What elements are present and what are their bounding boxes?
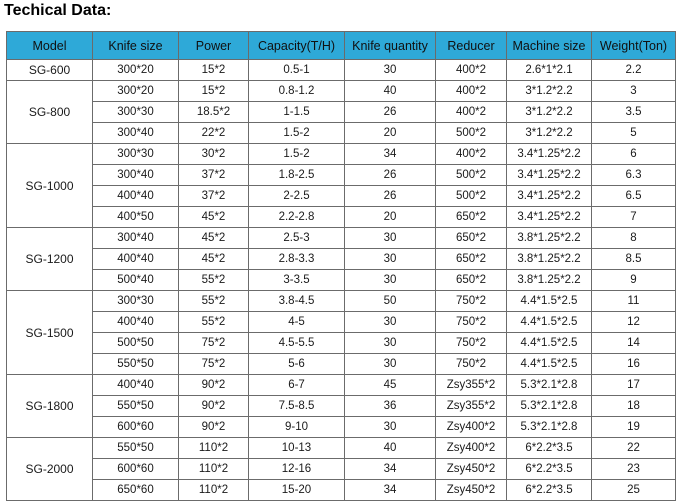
reducer-cell: 500*2 <box>436 165 507 186</box>
table-row <box>7 375 676 396</box>
machine-size-cell: 4.4*1.5*2.5 <box>507 333 592 354</box>
knife-quantity-cell: 34 <box>345 459 436 480</box>
power-cell: 30*2 <box>179 144 249 165</box>
capacity-cell: 6-7 <box>249 375 345 396</box>
capacity-cell: 5-6 <box>249 354 345 375</box>
power-cell: 45*2 <box>179 249 249 270</box>
reducer-cell: 650*2 <box>436 249 507 270</box>
knife-quantity-cell: 34 <box>345 480 436 501</box>
table-row <box>7 354 676 375</box>
power-cell: 90*2 <box>179 375 249 396</box>
capacity-cell: 9-10 <box>249 417 345 438</box>
model-cell: SG-1500 <box>7 291 93 375</box>
table-body <box>7 60 676 501</box>
reducer-cell: 650*2 <box>436 207 507 228</box>
reducer-cell: 400*2 <box>436 102 507 123</box>
capacity-cell: 12-16 <box>249 459 345 480</box>
weight-cell: 25 <box>592 480 676 501</box>
capacity-cell: 2.5-3 <box>249 228 345 249</box>
table-row <box>7 102 676 123</box>
reducer-cell: 750*2 <box>436 291 507 312</box>
knife-quantity-cell: 30 <box>345 228 436 249</box>
knife-size-cell: 400*40 <box>93 186 179 207</box>
page-title: Techical Data: <box>4 2 112 19</box>
capacity-cell: 4-5 <box>249 312 345 333</box>
knife-size-cell: 650*60 <box>93 480 179 501</box>
table-row <box>7 438 676 459</box>
knife-quantity-cell: 34 <box>345 144 436 165</box>
knife-size-cell: 300*30 <box>93 144 179 165</box>
weight-cell: 8.5 <box>592 249 676 270</box>
power-cell: 37*2 <box>179 186 249 207</box>
machine-size-cell: 3.8*1.25*2.2 <box>507 228 592 249</box>
knife-quantity-cell: 26 <box>345 186 436 207</box>
weight-cell: 6.5 <box>592 186 676 207</box>
model-cell: SG-600 <box>7 60 93 81</box>
model-cell: SG-1200 <box>7 228 93 291</box>
reducer-cell: Zsy450*2 <box>436 480 507 501</box>
weight-cell: 11 <box>592 291 676 312</box>
reducer-cell: 400*2 <box>436 81 507 102</box>
machine-size-cell: 6*2.2*3.5 <box>507 459 592 480</box>
knife-size-cell: 300*40 <box>93 123 179 144</box>
reducer-cell: 650*2 <box>436 228 507 249</box>
capacity-cell: 1.8-2.5 <box>249 165 345 186</box>
capacity-cell: 1.5-2 <box>249 123 345 144</box>
power-cell: 110*2 <box>179 438 249 459</box>
capacity-cell: 0.5-1 <box>249 60 345 81</box>
model-cell: SG-800 <box>7 81 93 144</box>
power-cell: 45*2 <box>179 228 249 249</box>
machine-size-cell: 5.3*2.1*2.8 <box>507 396 592 417</box>
table-row <box>7 228 676 249</box>
knife-size-cell: 300*40 <box>93 228 179 249</box>
knife-size-cell: 300*30 <box>93 102 179 123</box>
model-cell: SG-1800 <box>7 375 93 438</box>
knife-quantity-cell: 30 <box>345 333 436 354</box>
power-cell: 15*2 <box>179 81 249 102</box>
table-row <box>7 459 676 480</box>
table-row <box>7 333 676 354</box>
knife-quantity-cell: 40 <box>345 438 436 459</box>
power-cell: 18.5*2 <box>179 102 249 123</box>
knife-quantity-cell: 45 <box>345 375 436 396</box>
weight-cell: 12 <box>592 312 676 333</box>
knife-size-cell: 300*30 <box>93 291 179 312</box>
weight-cell: 3 <box>592 81 676 102</box>
knife-quantity-cell: 30 <box>345 354 436 375</box>
knife-quantity-cell: 30 <box>345 417 436 438</box>
knife-size-cell: 600*60 <box>93 417 179 438</box>
knife-quantity-cell: 36 <box>345 396 436 417</box>
weight-cell: 3.5 <box>592 102 676 123</box>
reducer-cell: Zsy400*2 <box>436 438 507 459</box>
power-cell: 55*2 <box>179 291 249 312</box>
machine-size-cell: 3.4*1.25*2.2 <box>507 165 592 186</box>
power-cell: 75*2 <box>179 354 249 375</box>
machine-size-cell: 6*2.2*3.5 <box>507 480 592 501</box>
capacity-cell: 2.2-2.8 <box>249 207 345 228</box>
knife-quantity-cell: 30 <box>345 270 436 291</box>
knife-size-cell: 500*40 <box>93 270 179 291</box>
table-row <box>7 123 676 144</box>
knife-size-cell: 400*40 <box>93 312 179 333</box>
power-cell: 15*2 <box>179 60 249 81</box>
table-row <box>7 186 676 207</box>
weight-cell: 5 <box>592 123 676 144</box>
capacity-cell: 15-20 <box>249 480 345 501</box>
weight-cell: 16 <box>592 354 676 375</box>
power-cell: 55*2 <box>179 270 249 291</box>
reducer-cell: 650*2 <box>436 270 507 291</box>
column-header-capacity: Capacity(T/H) <box>249 32 345 60</box>
knife-size-cell: 550*50 <box>93 396 179 417</box>
table-row <box>7 312 676 333</box>
power-cell: 22*2 <box>179 123 249 144</box>
power-cell: 55*2 <box>179 312 249 333</box>
table-row <box>7 417 676 438</box>
knife-size-cell: 300*20 <box>93 81 179 102</box>
weight-cell: 23 <box>592 459 676 480</box>
knife-size-cell: 550*50 <box>93 438 179 459</box>
machine-size-cell: 3.8*1.25*2.2 <box>507 249 592 270</box>
capacity-cell: 4.5-5.5 <box>249 333 345 354</box>
machine-size-cell: 3*1.2*2.2 <box>507 102 592 123</box>
machine-size-cell: 3*1.2*2.2 <box>507 123 592 144</box>
table-row <box>7 60 676 81</box>
reducer-cell: 500*2 <box>436 186 507 207</box>
power-cell: 90*2 <box>179 417 249 438</box>
table-row <box>7 270 676 291</box>
weight-cell: 6.3 <box>592 165 676 186</box>
weight-cell: 22 <box>592 438 676 459</box>
reducer-cell: 750*2 <box>436 333 507 354</box>
technical-data-table <box>6 31 676 501</box>
reducer-cell: Zsy355*2 <box>436 375 507 396</box>
machine-size-cell: 4.4*1.5*2.5 <box>507 354 592 375</box>
weight-cell: 7 <box>592 207 676 228</box>
table-row <box>7 165 676 186</box>
reducer-cell: 750*2 <box>436 354 507 375</box>
capacity-cell: 1.5-2 <box>249 144 345 165</box>
reducer-cell: 750*2 <box>436 312 507 333</box>
knife-quantity-cell: 26 <box>345 102 436 123</box>
knife-quantity-cell: 30 <box>345 312 436 333</box>
machine-size-cell: 5.3*2.1*2.8 <box>507 417 592 438</box>
knife-quantity-cell: 50 <box>345 291 436 312</box>
capacity-cell: 2.8-3.3 <box>249 249 345 270</box>
power-cell: 110*2 <box>179 459 249 480</box>
knife-quantity-cell: 20 <box>345 123 436 144</box>
table-row <box>7 480 676 501</box>
reducer-cell: 400*2 <box>436 144 507 165</box>
capacity-cell: 1-1.5 <box>249 102 345 123</box>
machine-size-cell: 3.4*1.25*2.2 <box>507 207 592 228</box>
column-header-reducer: Reducer <box>436 32 507 60</box>
power-cell: 37*2 <box>179 165 249 186</box>
reducer-cell: Zsy355*2 <box>436 396 507 417</box>
knife-quantity-cell: 20 <box>345 207 436 228</box>
knife-size-cell: 550*50 <box>93 354 179 375</box>
knife-quantity-cell: 26 <box>345 165 436 186</box>
column-header-knife-size: Knife size <box>93 32 179 60</box>
knife-size-cell: 500*50 <box>93 333 179 354</box>
column-header-power: Power <box>179 32 249 60</box>
capacity-cell: 0.8-1.2 <box>249 81 345 102</box>
reducer-cell: Zsy400*2 <box>436 417 507 438</box>
weight-cell: 14 <box>592 333 676 354</box>
table-row <box>7 396 676 417</box>
knife-size-cell: 300*20 <box>93 60 179 81</box>
header-row <box>7 32 676 60</box>
table-row <box>7 81 676 102</box>
machine-size-cell: 3.4*1.25*2.2 <box>507 186 592 207</box>
model-cell: SG-1000 <box>7 144 93 228</box>
weight-cell: 9 <box>592 270 676 291</box>
weight-cell: 6 <box>592 144 676 165</box>
machine-size-cell: 4.4*1.5*2.5 <box>507 312 592 333</box>
machine-size-cell: 2.6*1*2.1 <box>507 60 592 81</box>
power-cell: 45*2 <box>179 207 249 228</box>
model-cell: SG-2000 <box>7 438 93 501</box>
table-row <box>7 207 676 228</box>
capacity-cell: 10-13 <box>249 438 345 459</box>
weight-cell: 2.2 <box>592 60 676 81</box>
machine-size-cell: 3.4*1.25*2.2 <box>507 144 592 165</box>
reducer-cell: 500*2 <box>436 123 507 144</box>
capacity-cell: 3-3.5 <box>249 270 345 291</box>
knife-size-cell: 400*40 <box>93 375 179 396</box>
knife-size-cell: 400*40 <box>93 249 179 270</box>
knife-size-cell: 300*40 <box>93 165 179 186</box>
power-cell: 90*2 <box>179 396 249 417</box>
machine-size-cell: 3*1.2*2.2 <box>507 81 592 102</box>
reducer-cell: Zsy450*2 <box>436 459 507 480</box>
machine-size-cell: 6*2.2*3.5 <box>507 438 592 459</box>
table-row <box>7 144 676 165</box>
weight-cell: 18 <box>592 396 676 417</box>
column-header-knife-quantity: Knife quantity <box>345 32 436 60</box>
reducer-cell: 400*2 <box>436 60 507 81</box>
power-cell: 75*2 <box>179 333 249 354</box>
machine-size-cell: 5.3*2.1*2.8 <box>507 375 592 396</box>
knife-quantity-cell: 30 <box>345 249 436 270</box>
knife-size-cell: 600*60 <box>93 459 179 480</box>
table-row <box>7 249 676 270</box>
knife-quantity-cell: 40 <box>345 81 436 102</box>
knife-quantity-cell: 30 <box>345 60 436 81</box>
knife-size-cell: 400*50 <box>93 207 179 228</box>
capacity-cell: 3.8-4.5 <box>249 291 345 312</box>
capacity-cell: 7.5-8.5 <box>249 396 345 417</box>
weight-cell: 19 <box>592 417 676 438</box>
machine-size-cell: 3.8*1.25*2.2 <box>507 270 592 291</box>
capacity-cell: 2-2.5 <box>249 186 345 207</box>
column-header-model: Model <box>7 32 93 60</box>
column-header-machine-size: Machine size <box>507 32 592 60</box>
table-row <box>7 291 676 312</box>
column-header-weight: Weight(Ton) <box>592 32 676 60</box>
power-cell: 110*2 <box>179 480 249 501</box>
weight-cell: 17 <box>592 375 676 396</box>
machine-size-cell: 4.4*1.5*2.5 <box>507 291 592 312</box>
weight-cell: 8 <box>592 228 676 249</box>
